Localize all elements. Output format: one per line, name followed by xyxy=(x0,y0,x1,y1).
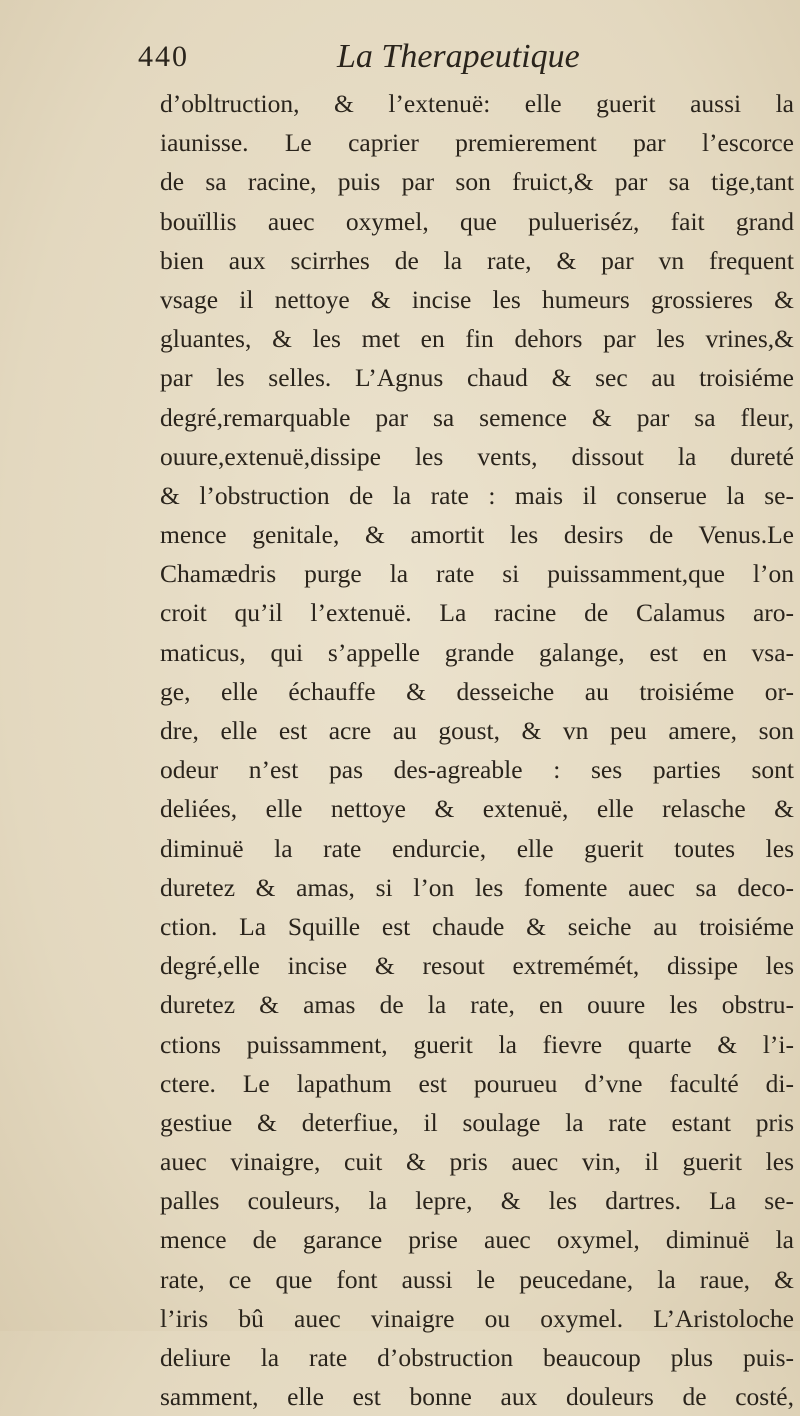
text-line: vsage il nettoye & incise les humeurs grossieres & xyxy=(160,284,794,314)
text-line: gestiue & deterfiue, il soulage la rate estant pris xyxy=(160,1107,794,1137)
text-line: gluantes, & les met en fin dehors par les vrines,& xyxy=(160,324,794,354)
text-line: ouure,extenuë,dissipe les vents, dissout la dureté xyxy=(160,441,794,471)
text-line: mence genitale, & amortit les desirs de Venus.Le xyxy=(160,520,794,550)
text-line: duretez & amas, si l’on les fomente auec sa deco- xyxy=(160,872,794,902)
text-line: odeur n’est pas des-agreable : ses parties sont xyxy=(160,755,794,785)
text-line: samment, elle est bonne aux douleurs de costé, xyxy=(160,1382,794,1412)
body-text xyxy=(160,84,794,1416)
text-line: d’obltruction, & l’extenuë: elle guerit aussi la xyxy=(160,89,794,118)
text-line: maticus, qui s’appelle grande galange, est en vsa- xyxy=(160,637,794,667)
running-title: La Therapeutique xyxy=(337,38,580,75)
text-line: croit qu’il l’extenuë. La racine de Calamus aro- xyxy=(160,598,794,628)
text-line: auec vinaigre, cuit & pris auec vin, il guerit les xyxy=(160,1147,794,1177)
text-line: degré,elle incise & resout extremémét, dissipe les xyxy=(160,951,794,981)
text-line: l’iris bû auec vinaigre ou oxymel. L’Aristoloche xyxy=(160,1303,794,1333)
text-line: iaunisse. Le caprier premierement par l’escorce xyxy=(160,128,794,158)
text-line: bouïllis auec oxymel, que pulueriséz, fait grand xyxy=(160,206,794,236)
text-line: & l’obstruction de la rate : mais il conserue la se- xyxy=(160,480,794,510)
text-line: duretez & amas de la rate, en ouure les obstru- xyxy=(160,990,794,1020)
text-line: ctere. Le lapathum est pourueu d’vne faculté di- xyxy=(160,1068,794,1098)
text-line: bien aux scirrhes de la rate, & par vn frequent xyxy=(160,245,794,275)
text-line: deliées, elle nettoye & extenuë, elle relasche & xyxy=(160,794,794,824)
text-line: degré,remarquable par sa semence & par sa fleur, xyxy=(160,402,794,432)
text-line: diminuë la rate endurcie, elle guerit toutes les xyxy=(160,833,794,863)
text-line: rate, ce que font aussi le peucedane, la raue, & xyxy=(160,1264,794,1294)
text-line: ctions puissamment, guerit la fievre quarte & l’i- xyxy=(160,1029,794,1059)
page-number: 440 xyxy=(138,40,189,73)
text-line: dre, elle est acre au goust, & vn peu amere, son xyxy=(160,716,794,745)
text-line: ction. La Squille est chaude & seiche au troisiéme xyxy=(160,911,794,941)
text-line: deliure la rate d’obstruction beaucoup plus puis- xyxy=(160,1343,794,1372)
text-line: palles couleurs, la lepre, & les dartres. La se- xyxy=(160,1186,794,1216)
text-line: ge, elle échauffe & desseiche au troisiéme or- xyxy=(160,676,794,706)
text-line: de sa racine, puis par son fruict,& par sa tige,tant xyxy=(160,167,794,197)
text-line: Chamædris purge la rate si puissamment,que l’on xyxy=(160,559,794,589)
text-line: mence de garance prise auec oxymel, diminuë la xyxy=(160,1225,794,1255)
text-line: par les selles. L’Agnus chaud & sec au troisiéme xyxy=(160,363,794,393)
page-header xyxy=(102,38,702,82)
